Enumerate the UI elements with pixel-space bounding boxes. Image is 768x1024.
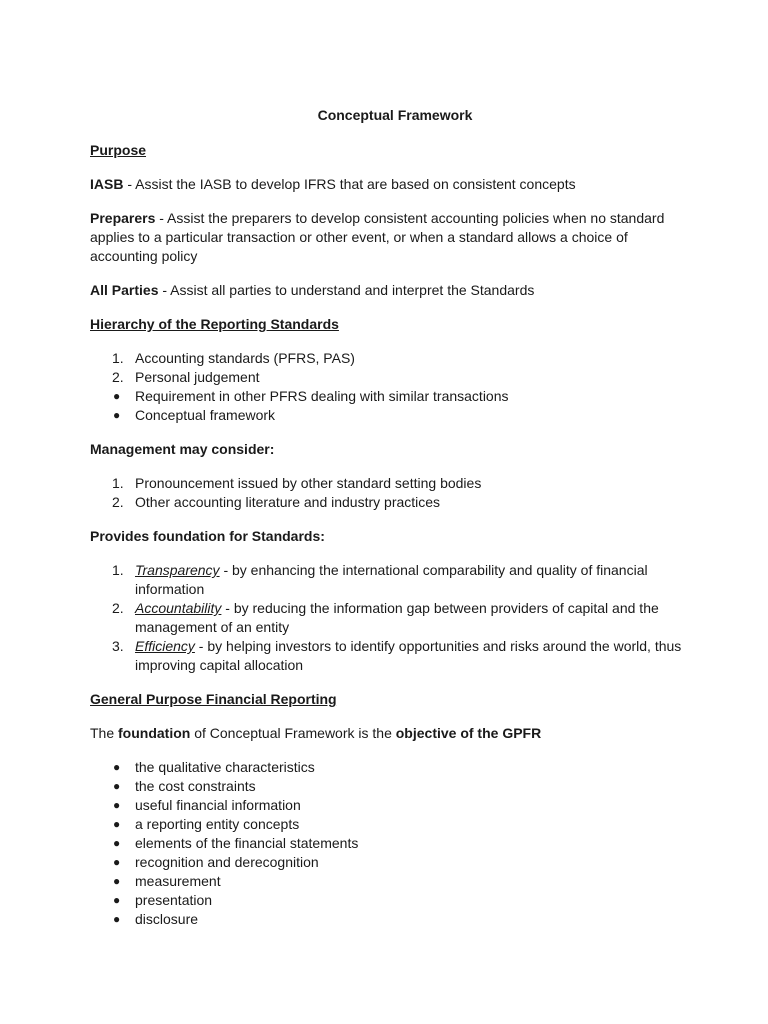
- list-item-term: Efficiency: [135, 638, 195, 654]
- list-item-text: the qualitative characteristics: [135, 759, 315, 775]
- list-item-text: disclosure: [135, 911, 199, 927]
- list-item-term: Transparency: [135, 562, 220, 578]
- list-item: [90, 777, 690, 796]
- purpose-text: - Assist the IASB to develop IFRS that are based on consistent concepts: [123, 176, 576, 192]
- bullet-icon: ●: [113, 893, 121, 907]
- list-item: [90, 474, 690, 493]
- list-item: [90, 891, 690, 910]
- list-marker: 3.: [112, 638, 124, 654]
- list-item: [90, 834, 690, 853]
- list-item: [90, 406, 690, 425]
- list-marker: 2.: [112, 600, 124, 616]
- list-item-text: the cost constraints: [135, 778, 256, 794]
- purpose-item-all-parties: [90, 281, 690, 300]
- list-item-text: measurement: [135, 873, 221, 889]
- bullet-icon: ●: [113, 855, 121, 869]
- list-item: [90, 387, 690, 406]
- section-heading-hierarchy: Hierarchy of the Reporting Standards: [90, 316, 339, 332]
- bullet-icon: ●: [113, 912, 121, 926]
- list-item-text: Pronouncement issued by other standard setting bodies: [135, 475, 482, 491]
- list-item-text: elements of the financial statements: [135, 835, 359, 851]
- list-item-text: - by helping investors to identify opportunities and risks around the world, thus improving capital allocation: [135, 638, 682, 673]
- purpose-label: Preparers: [90, 210, 156, 226]
- list-item-text: Accounting standards (PFRS, PAS): [135, 350, 355, 366]
- foundation-list: [90, 561, 690, 675]
- list-item: [90, 796, 690, 815]
- list-item: [90, 493, 690, 512]
- document-title: Conceptual Framework: [317, 107, 473, 123]
- section-heading-foundation: Provides foundation for Standards:: [90, 528, 325, 544]
- list-item: [90, 758, 690, 777]
- hierarchy-list: [90, 349, 690, 425]
- list-item-text: presentation: [135, 892, 213, 908]
- section-heading-purpose: Purpose: [90, 142, 147, 158]
- list-item-text: - by enhancing the international comparability and quality of financial information: [135, 562, 648, 597]
- list-item-text: Conceptual framework: [135, 407, 276, 423]
- list-item-text: Personal judgement: [135, 369, 260, 385]
- gpfr-intro-bold-foundation: foundation: [118, 725, 191, 741]
- purpose-label: IASB: [90, 176, 124, 192]
- list-marker: 1.: [112, 350, 124, 366]
- purpose-item-iasb: [90, 175, 690, 194]
- bullet-icon: ●: [113, 760, 121, 774]
- list-item: [90, 853, 690, 872]
- list-item: [90, 599, 690, 637]
- list-marker: 2.: [112, 369, 124, 385]
- list-marker: 1.: [112, 562, 124, 578]
- bullet-icon: ●: [113, 798, 121, 812]
- list-item: [90, 815, 690, 834]
- list-item-text: Other accounting literature and industry practices: [135, 494, 441, 510]
- gpfr-intro-bold-objective: objective of the GPFR: [395, 725, 542, 741]
- list-item-text: - by reducing the information gap between providers of capital and the management of an entity: [135, 600, 659, 635]
- list-item: [90, 349, 690, 368]
- gpfr-intro-prefix: The: [90, 725, 119, 741]
- bullet-icon: ●: [113, 779, 121, 793]
- gpfr-intro: [90, 724, 690, 743]
- list-item: [90, 910, 690, 929]
- list-item: [90, 561, 690, 599]
- bullet-icon: ●: [113, 408, 121, 422]
- list-marker: 1.: [112, 475, 124, 491]
- list-item-term: Accountability: [135, 600, 222, 616]
- list-item: [90, 872, 690, 891]
- list-item: [90, 637, 690, 675]
- purpose-text: - Assist the preparers to develop consistent accounting policies when no standard applies to a particular transaction or other event, or when a standard allows a choice of accounting policy: [90, 210, 665, 264]
- list-marker: 2.: [112, 494, 124, 510]
- list-item: [90, 368, 690, 387]
- list-item-text: recognition and derecognition: [135, 854, 319, 870]
- bullet-icon: ●: [113, 817, 121, 831]
- list-item-text: useful financial information: [135, 797, 301, 813]
- bullet-icon: ●: [113, 836, 121, 850]
- bullet-icon: ●: [113, 874, 121, 888]
- document-body: [90, 106, 690, 944]
- list-item-text: Requirement in other PFRS dealing with similar transactions: [135, 388, 509, 404]
- purpose-item-preparers: [90, 209, 690, 266]
- gpfr-list: [90, 758, 690, 929]
- purpose-text: - Assist all parties to understand and interpret the Standards: [158, 282, 535, 298]
- gpfr-intro-middle: of Conceptual Framework is the: [190, 725, 396, 741]
- purpose-label: All Parties: [90, 282, 159, 298]
- list-item-text: a reporting entity concepts: [135, 816, 300, 832]
- section-heading-gpfr: General Purpose Financial Reporting: [90, 691, 337, 707]
- management-list: [90, 474, 690, 512]
- section-heading-management: Management may consider:: [90, 441, 275, 457]
- bullet-icon: ●: [113, 389, 121, 403]
